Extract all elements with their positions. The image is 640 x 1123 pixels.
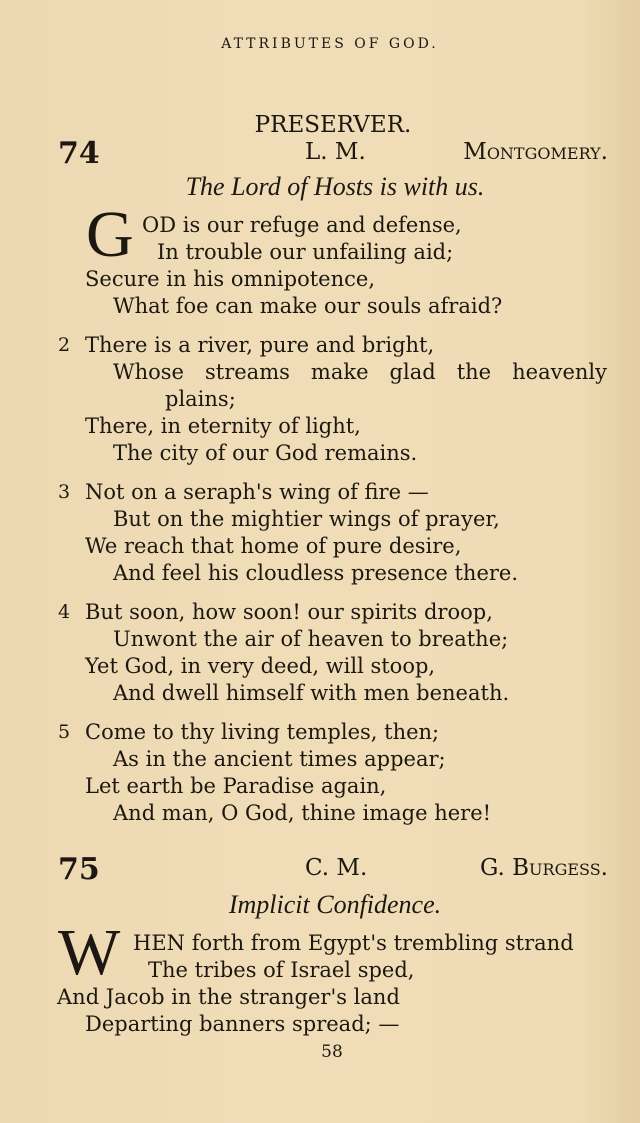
verse-line: What foe can make our souls afraid? (113, 294, 503, 318)
verse-line: Whose streams make glad the heavenly (113, 360, 607, 384)
hymn-number: 74 (58, 136, 100, 171)
hymn-author: G. Burgess. (479, 855, 608, 881)
verse-line: The city of our God remains. (113, 441, 418, 465)
hymn-subtitle: The Lord of Hosts is with us. (185, 172, 485, 201)
verse-line: In trouble our unfailing aid; (157, 240, 454, 264)
verse-line: There is a river, pure and bright, (85, 333, 435, 357)
verse-line: And man, O God, thine image here! (113, 801, 492, 825)
stanza-number: 3 (58, 481, 71, 503)
verse-line: And Jacob in the stranger's land (57, 985, 400, 1009)
verse-line: Secure in his omnipotence, (85, 267, 375, 291)
verse-line: OD is our refuge and defense, (142, 213, 462, 237)
hymn-meter: L. M. (305, 139, 366, 165)
page-number: 58 (321, 1042, 343, 1062)
verse-line: And dwell himself with men beneath. (113, 681, 510, 705)
drop-cap: G (86, 198, 134, 271)
verse-line: Departing banners spread; — (85, 1012, 400, 1036)
verse-line: But soon, how soon! our spirits droop, (85, 600, 493, 624)
verse-line: Let earth be Paradise again, (85, 774, 387, 798)
verse-line: There, in eternity of light, (85, 414, 361, 438)
hymn-subtitle: Implicit Confidence. (228, 890, 442, 919)
hymn-author: Montgomery. (463, 139, 608, 165)
hymn-meter: C. M. (305, 855, 368, 881)
verse-line: Unwont the air of heaven to breathe; (113, 627, 509, 651)
verse-line: Yet God, in very deed, will stoop, (85, 654, 436, 678)
verse-line: Not on a seraph's wing of fire — (85, 480, 429, 504)
verse-line: Come to thy living temples, then; (85, 720, 440, 744)
verse-line: We reach that home of pure desire, (85, 534, 462, 558)
stanza-number: 5 (58, 721, 71, 743)
hymn-number: 75 (58, 852, 100, 887)
verse-line: And feel his cloudless presence there. (113, 561, 519, 585)
stanza-number: 4 (58, 601, 71, 623)
section-title: PRESERVER. (254, 112, 412, 138)
verse-line: The tribes of Israel sped, (148, 958, 415, 982)
drop-cap: W (58, 916, 121, 989)
running-head: ATTRIBUTES OF GOD. (221, 36, 439, 52)
verse-line: But on the mightier wings of prayer, (113, 507, 500, 531)
verse-line: HEN forth from Egypt's trembling strand (133, 931, 574, 955)
verse-line: As in the ancient times appear; (113, 747, 446, 771)
verse-line: plains; (165, 387, 236, 411)
stanza-number: 2 (58, 334, 71, 356)
